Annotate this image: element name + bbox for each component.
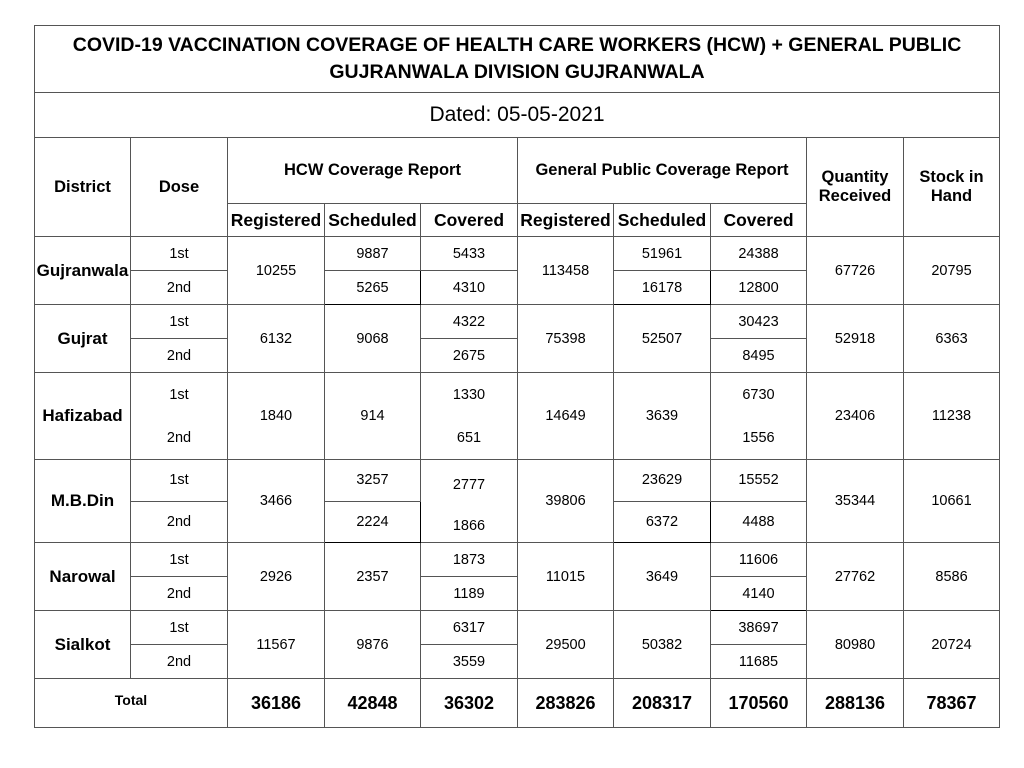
dose-label: 1st [131,373,228,417]
district-name: Hafizabad [35,373,131,460]
quantity-received: 67726 [807,237,904,305]
stock-in-hand: 20724 [904,611,1000,679]
hcw-registered: 11567 [228,611,325,679]
stock-in-hand: 8586 [904,543,1000,611]
report-title-line1: COVID-19 VACCINATION COVERAGE OF HEALTH CARE WORKERS (HCW) + GENERAL PUBLIC [72,34,962,56]
header-gp-registered: Registered [518,204,614,237]
dose-label: 1st [131,237,228,271]
gp-covered: 24388 [711,237,807,271]
header-hcw-group: HCW Coverage Report [228,138,518,204]
hcw-covered: 1866 [421,501,518,543]
gp-registered: 75398 [518,305,614,373]
total-hcw-covered: 36302 [421,679,518,728]
table-row [35,373,1000,417]
report-title-line2: GUJRANWALA DIVISION GUJRANWALA [329,61,705,83]
report-title [35,26,1000,93]
district-name: Gujrat [35,305,131,373]
stock-in-hand: 11238 [904,373,1000,460]
header-district: District [35,138,131,237]
gp-registered: 39806 [518,460,614,543]
report-date: Dated: 05-05-2021 [35,93,1000,138]
gp-covered: 4140 [711,577,807,611]
gp-covered: 11685 [711,645,807,679]
header-stock-in-hand [904,138,1000,237]
gp-covered: 4488 [711,501,807,543]
gp-scheduled: 3639 [614,373,711,460]
table-row [35,237,1000,271]
gp-scheduled: 23629 [614,460,711,502]
hcw-covered: 3559 [421,645,518,679]
header-quantity-received [807,138,904,237]
hcw-covered: 1330 [421,373,518,417]
gp-registered: 14649 [518,373,614,460]
header-hcw-covered: Covered [421,204,518,237]
hcw-scheduled: 5265 [325,271,421,305]
dose-label: 2nd [131,416,228,460]
total-gp-covered: 170560 [711,679,807,728]
hcw-covered: 651 [421,416,518,460]
header-gp-group: General Public Coverage Report [518,138,807,204]
hcw-scheduled: 914 [325,373,421,460]
gp-covered: 1556 [711,416,807,460]
dose-label: 2nd [131,577,228,611]
header-gp-covered: Covered [711,204,807,237]
hcw-registered: 6132 [228,305,325,373]
hcw-covered: 1873 [421,543,518,577]
stock-in-hand: 20795 [904,237,1000,305]
header-stock-in-hand-line2: Hand [930,187,973,205]
gp-registered: 113458 [518,237,614,305]
quantity-received: 35344 [807,460,904,543]
hcw-scheduled: 2357 [325,543,421,611]
gp-covered: 12800 [711,271,807,305]
dose-label: 1st [131,305,228,339]
gp-registered: 11015 [518,543,614,611]
header-hcw-registered: Registered [228,204,325,237]
dose-label: 1st [131,460,228,502]
hcw-covered: 2675 [421,339,518,373]
gp-scheduled: 51961 [614,237,711,271]
gp-covered: 15552 [711,460,807,502]
total-hcw-scheduled: 42848 [325,679,421,728]
district-name: M.B.Din [35,460,131,543]
total-gp-scheduled: 208317 [614,679,711,728]
hcw-scheduled: 2224 [325,501,421,543]
quantity-received: 80980 [807,611,904,679]
table-row [35,305,1000,339]
gp-covered: 30423 [711,305,807,339]
hcw-registered: 3466 [228,460,325,543]
hcw-covered: 4310 [421,271,518,305]
quantity-received: 23406 [807,373,904,460]
stock-in-hand: 6363 [904,305,1000,373]
total-quantity-received: 288136 [807,679,904,728]
gp-covered: 11606 [711,543,807,577]
gp-scheduled: 3649 [614,543,711,611]
hcw-covered: 6317 [421,611,518,645]
header-quantity-received-line2: Received [818,187,892,205]
district-name: Narowal [35,543,131,611]
dose-label: 2nd [131,645,228,679]
hcw-scheduled: 9887 [325,237,421,271]
table-row [35,543,1000,577]
gp-covered: 38697 [711,611,807,645]
gp-scheduled: 52507 [614,305,711,373]
total-stock-in-hand: 78367 [904,679,1000,728]
district-name: Gujranwala [35,237,131,305]
total-hcw-registered: 36186 [228,679,325,728]
quantity-received: 52918 [807,305,904,373]
hcw-covered: 1189 [421,577,518,611]
hcw-registered: 2926 [228,543,325,611]
dose-label: 2nd [131,339,228,373]
hcw-covered: 5433 [421,237,518,271]
hcw-covered: 4322 [421,305,518,339]
hcw-covered: 2777 [421,460,518,502]
header-quantity-received-line1: Quantity [821,168,889,186]
header-dose: Dose [131,138,228,237]
gp-scheduled: 6372 [614,501,711,543]
total-row [35,679,1000,728]
hcw-registered: 1840 [228,373,325,460]
table-row [35,611,1000,645]
vaccination-report [34,25,999,728]
header-hcw-scheduled: Scheduled [325,204,421,237]
gp-covered: 8495 [711,339,807,373]
total-gp-registered: 283826 [518,679,614,728]
table-row [35,460,1000,502]
total-label: Total [35,679,228,728]
hcw-scheduled: 3257 [325,460,421,502]
dose-label: 2nd [131,501,228,543]
stock-in-hand: 10661 [904,460,1000,543]
gp-scheduled: 50382 [614,611,711,679]
header-stock-in-hand-line1: Stock in [919,168,984,186]
district-name: Sialkot [35,611,131,679]
gp-registered: 29500 [518,611,614,679]
dose-label: 2nd [131,271,228,305]
hcw-registered: 10255 [228,237,325,305]
gp-covered: 6730 [711,373,807,417]
coverage-table [34,25,1000,728]
quantity-received: 27762 [807,543,904,611]
header-gp-scheduled: Scheduled [614,204,711,237]
dose-label: 1st [131,543,228,577]
gp-scheduled: 16178 [614,271,711,305]
hcw-scheduled: 9876 [325,611,421,679]
hcw-scheduled: 9068 [325,305,421,373]
dose-label: 1st [131,611,228,645]
